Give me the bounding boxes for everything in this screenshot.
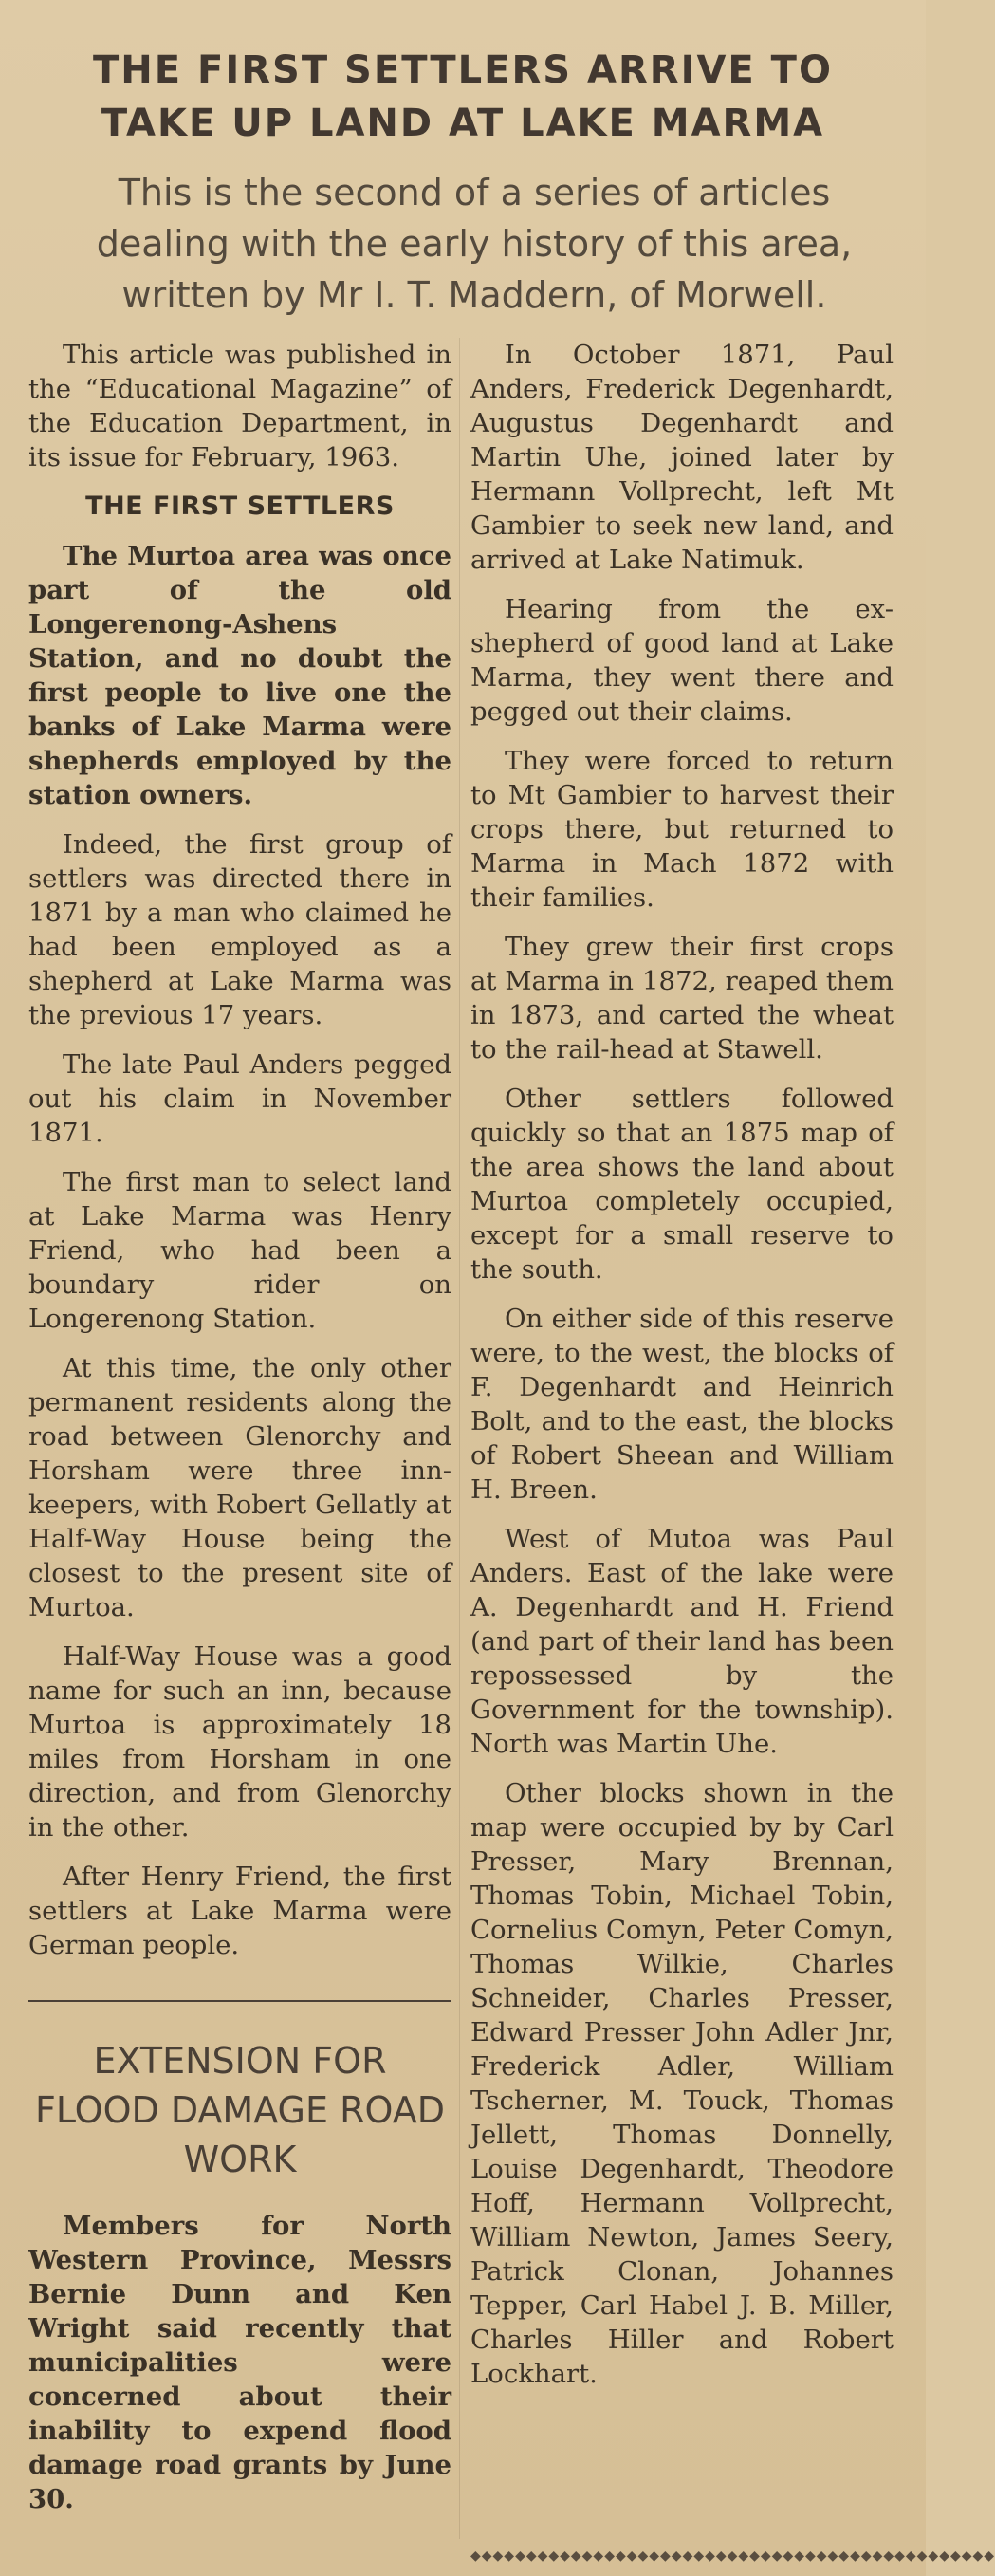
second-article-headline: EXTENSION FOR FLOOD DAMAGE ROAD WORK [35, 2040, 445, 2180]
body-paragraph: In October 1871, Paul Anders, Frederick Degenhardt, Augustus Degenhardt and Martin Uhe, joined later by Hermann Vollprecht, left Mt Gambier to seek new land, and arrived at Lake Natimuk. [470, 340, 894, 575]
intro-paragraph: This article was published in the “Educational Magazine” of the Education Department, in its issue for February, 1963. [28, 340, 451, 473]
lead-paragraph: The Murtoa area was once part of the old Longerenong-Ashens Station, and no doubt the first people to live one the banks of Lake Marma were shepherds employed by the station owners. [28, 541, 451, 810]
body-paragraph: West of Mutoa was Paul Anders. East of the lake were A. Degenhardt and H. Friend (and part of their land has been repossessed by the Government for the township). North was Martin Uhe. [470, 1524, 894, 1759]
body-paragraph: Half-Way House was a good name for such an inn, because Murtoa is approximately 18 miles from Horsham in one direction, and from Glenorchy in the other. [28, 1641, 451, 1843]
body-paragraph: At this time, the only other permanent residents along the road between Glenorchy and Horsham were three inn-keepers, with Robert Gellatly at Half-Way House being the closest to the present site of Murtoa. [28, 1353, 451, 1622]
body-paragraph: They grew their first crops at Marma in 1872, reaped them in 1873, and carted the wheat to the rail-head at Stawell. [470, 932, 894, 1065]
body-paragraph: After Henry Friend, the first settlers at Lake Marma were German people. [28, 1862, 451, 1960]
end-ornament: ◆◆◆◆◆◆◆◆◆◆◆◆◆◆◆◆◆◆◆◆◆◆◆◆◆◆◆◆◆◆◆◆◆◆◆◆◆◆◆◆◆◆◆◆◆◆◆ [470, 2548, 995, 2564]
column-divider [459, 338, 460, 2539]
body-paragraph: Other settlers followed quickly so that an 1875 map of the area shows the land about Murtoa completely occupied, except for a small reserve to the south. [470, 1084, 894, 1285]
body-paragraph: Indeed, the first group of settlers was directed there in 1871 by a man who claimed he had been employed as a shepherd at Lake Marma was the previous 17 years. [28, 829, 451, 1030]
section-subhead: THE FIRST SETTLERS [85, 491, 395, 521]
right-column [470, 338, 894, 2406]
second-article-lead: Members for North Western Province, Messrs Bernie Dunn and Ken Wright said recently that municipalities were concerned about their inability to expend flood damage road grants by June 30. [28, 2211, 451, 2514]
left-column [28, 338, 451, 2531]
body-paragraph: Hearing from the ex-shepherd of good land at Lake Marma, they went there and pegged out their claims. [470, 594, 894, 727]
body-paragraph: On either side of this reserve were, to the west, the blocks of F. Degenhardt and Heinrich Bolt, and to the east, the blocks of Robert Sheean and William H. Breen. [470, 1304, 894, 1505]
body-paragraph: The late Paul Anders pegged out his claim in November 1871. [28, 1049, 451, 1148]
article-standfirst: This is the second of a series of articles dealing with the early history of this area, written by Mr I. T. Maddern, of Morwell. [96, 172, 853, 316]
section-rule [28, 2000, 451, 2002]
body-paragraph: The first man to select land at Lake Marma was Henry Friend, who had been a boundary rider on Longerenong Station. [28, 1167, 451, 1334]
article-headline: THE FIRST SETTLERS ARRIVE TO TAKE UP LAND AT LAKE MARMA [93, 48, 833, 145]
body-paragraph: Other blocks shown in the map were occupied by by Carl Presser, Mary Brennan, Thomas Tobin, Michael Tobin, Cornelius Comyn, Peter Comyn, Thomas Wilkie, Charles Schneider, Charles Presser, Edward Presser John Adler Jnr, Frederick Adler, William Tscherner, M. Touck, Thomas Jellett, Thomas Donnelly, Louise Degenhardt, Theodore Hoff, Hermann Vollprecht, William Newton, James Seery, Patrick Clonan, Johannes Tepper, Carl Habel J. B. Miller, Charles Hiller and Robert Lockhart. [470, 1778, 894, 2389]
body-paragraph: They were forced to return to Mt Gambier to harvest their crops there, but returned to Marma in Mach 1872 with their families. [470, 746, 894, 913]
